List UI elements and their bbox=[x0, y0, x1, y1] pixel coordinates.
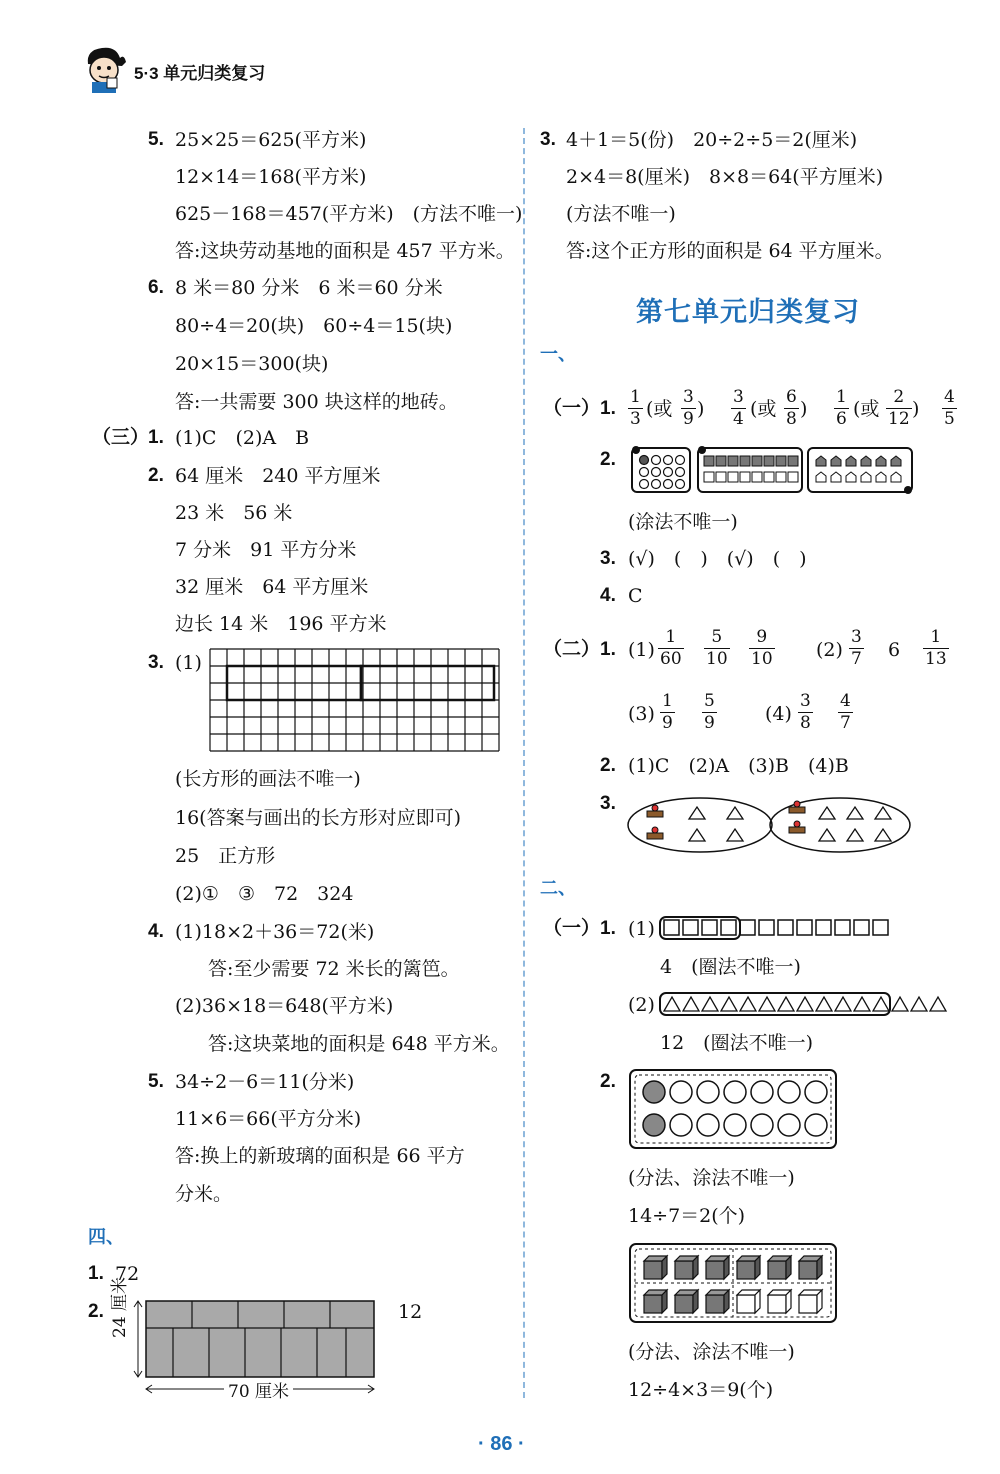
fraction: 4 5 bbox=[944, 387, 955, 429]
left-q6-line2: 80÷4＝20(块) 60÷4＝15(块) bbox=[175, 315, 453, 337]
s3-q5-line2: 11×6＝66(平方分米) bbox=[175, 1108, 362, 1130]
s3-q1-number: 1. bbox=[148, 427, 164, 448]
part2-q1-number: 1. bbox=[600, 918, 616, 939]
part2-label: 二、 bbox=[540, 878, 576, 898]
s3-q4-line1: (1)18×2＋36＝72(米) bbox=[175, 921, 375, 943]
cubes-tray-drawing bbox=[628, 1242, 838, 1324]
s4-q2-number: 2. bbox=[88, 1301, 104, 1322]
fraction: 3 4 bbox=[733, 387, 744, 429]
part2-note-1: (分法、涂法不唯一) bbox=[628, 1167, 795, 1189]
part-label-2: (2) bbox=[816, 639, 843, 661]
part1-g2-q2-answer: (1)C (2)A (3)B (4)B bbox=[628, 755, 849, 777]
s3-q2-line4: 32 厘米 64 平方厘米 bbox=[175, 576, 369, 598]
page-number: · 86 · bbox=[478, 1433, 525, 1455]
s4-q1-number: 1. bbox=[88, 1263, 104, 1284]
mascot-icon bbox=[80, 44, 130, 94]
squares-row-drawing bbox=[658, 915, 898, 941]
fraction: 1 9 bbox=[662, 691, 673, 733]
part-label-1: (1) bbox=[628, 639, 655, 661]
shaded-boxes-drawing bbox=[628, 442, 918, 498]
s3-q5-number: 5. bbox=[148, 1071, 164, 1092]
s3-q2-line1: 64 厘米 240 平方厘米 bbox=[175, 465, 381, 487]
part2-q2-number: 2. bbox=[600, 1071, 616, 1092]
part1-q3-number: 3. bbox=[600, 548, 616, 569]
part2-answer-2: 12 (圈法不唯一) bbox=[660, 1032, 814, 1054]
section-4-label: 四、 bbox=[88, 1227, 124, 1247]
part1-q4-number: 4. bbox=[600, 585, 616, 606]
part1-q2-note: (涂法不唯一) bbox=[628, 511, 738, 533]
part1-group1-label: （一） bbox=[543, 398, 601, 419]
or-label: (或 bbox=[646, 398, 673, 420]
left-q6-line1: 8 米＝80 分米 6 米＝60 分米 bbox=[175, 277, 443, 299]
part2-equation-1: 14÷7＝2(个) bbox=[628, 1205, 746, 1227]
s3-q1-answer: (1)C (2)A B bbox=[175, 427, 310, 449]
right-q3-number: 3. bbox=[540, 129, 556, 150]
fraction: 5 10 bbox=[706, 627, 728, 669]
paren-close: ) bbox=[800, 398, 808, 420]
fraction: 5 9 bbox=[704, 691, 715, 733]
s3-q3-note1: (长方形的画法不唯一) bbox=[175, 768, 361, 790]
right-q3-line3: (方法不唯一) bbox=[566, 203, 676, 225]
part2-part-label-2: (2) bbox=[628, 994, 655, 1016]
left-q5-line1: 25×25＝625(平方米) bbox=[175, 129, 367, 151]
left-q5-number: 5. bbox=[148, 129, 164, 150]
fraction: 3 7 bbox=[851, 627, 862, 669]
s4-q2-answer: 12 bbox=[398, 1301, 423, 1323]
part1-g2-q3-number: 3. bbox=[600, 793, 616, 814]
left-q5-line3: 625－168＝457(平方米) (方法不唯一) bbox=[175, 203, 523, 225]
part2-answer-1: 4 (圈法不唯一) bbox=[660, 956, 801, 978]
s3-q3-part2: (2)① ③ 72 324 bbox=[175, 883, 354, 905]
paren-close: ) bbox=[912, 398, 920, 420]
triangles-row-drawing bbox=[658, 991, 953, 1017]
part1-g2-q2-number: 2. bbox=[600, 755, 616, 776]
left-q6-line3: 20×15＝300(块) bbox=[175, 353, 329, 375]
s3-q2-line2: 23 米 56 米 bbox=[175, 502, 293, 524]
or-label: (或 bbox=[853, 398, 880, 420]
fraction: 3 9 bbox=[683, 387, 694, 429]
part1-g2-q1-number: 1. bbox=[600, 639, 616, 660]
part2-equation-2: 12÷4×3＝9(个) bbox=[628, 1379, 774, 1401]
s3-q2-line3: 7 分米 91 平方分米 bbox=[175, 539, 357, 561]
s3-q5-line4: 分米。 bbox=[175, 1183, 233, 1205]
s3-q3-note2: 16(答案与画出的长方形对应即可) bbox=[175, 807, 462, 829]
part1-group2-label: （二） bbox=[543, 639, 601, 660]
fraction: 9 10 bbox=[751, 627, 773, 669]
s3-q2-number: 2. bbox=[148, 465, 164, 486]
fraction: 3 8 bbox=[800, 691, 811, 733]
s3-q3-part1: (1) bbox=[175, 652, 202, 674]
part-label-3: (3) bbox=[628, 703, 655, 725]
s3-q4-line4: 答:这块菜地的面积是 648 平方米。 bbox=[208, 1033, 510, 1055]
s3-q4-number: 4. bbox=[148, 921, 164, 942]
fraction: 1 13 bbox=[925, 627, 947, 669]
s4-height-label: 24 厘米 bbox=[110, 1276, 130, 1338]
part1-q4-answer: C bbox=[628, 585, 643, 607]
left-q5-answer: 答:这块劳动基地的面积是 457 平方米。 bbox=[175, 240, 515, 262]
part1-q3-answer: (√) ( ) (√) ( ) bbox=[628, 548, 807, 570]
fraction: 1 6 bbox=[836, 387, 847, 429]
left-q6-number: 6. bbox=[148, 277, 164, 298]
fraction: 2 12 bbox=[888, 387, 910, 429]
fraction: 1 60 bbox=[660, 627, 682, 669]
fraction: 1 3 bbox=[630, 387, 641, 429]
paren-close: ) bbox=[697, 398, 705, 420]
column-divider bbox=[523, 128, 525, 1398]
part1-label: 一、 bbox=[540, 344, 576, 364]
right-q3-line1: 4＋1＝5(份) 20÷2÷5＝2(厘米) bbox=[566, 129, 858, 151]
part2-note-2: (分法、涂法不唯一) bbox=[628, 1341, 795, 1363]
s4-width-label: 70 厘米 bbox=[224, 1380, 293, 1404]
unit7-title: 第七单元归类复习 bbox=[636, 297, 860, 327]
circles-tray-drawing bbox=[628, 1068, 838, 1150]
header-title: 5·3 单元归类复习 bbox=[134, 64, 266, 83]
s3-q4-line2: 答:至少需要 72 米长的篱笆。 bbox=[208, 958, 460, 980]
s3-q5-line1: 34÷2－6＝11(分米) bbox=[175, 1071, 355, 1093]
s3-q4-line3: (2)36×18＝648(平方米) bbox=[175, 995, 394, 1017]
part2-group1-label: （一） bbox=[543, 918, 601, 939]
grid-drawing bbox=[210, 649, 510, 751]
or-label: (或 bbox=[750, 398, 777, 420]
part1-q2-number: 2. bbox=[600, 449, 616, 470]
part-label-4: (4) bbox=[765, 703, 792, 725]
s4-q1-answer: 72 bbox=[115, 1263, 140, 1285]
section-3-label: （三） bbox=[92, 427, 150, 448]
right-q3-answer: 答:这个正方形的面积是 64 平方厘米。 bbox=[566, 240, 894, 262]
fraction: 6 8 bbox=[786, 387, 797, 429]
s3-q3-note3: 25 正方形 bbox=[175, 845, 276, 867]
cake-triangle-groups-drawing bbox=[625, 795, 915, 855]
left-q5-line2: 12×14＝168(平方米) bbox=[175, 166, 367, 188]
s3-q5-line3: 答:换上的新玻璃的面积是 66 平方 bbox=[175, 1145, 465, 1167]
s3-q2-line5: 边长 14 米 196 平方米 bbox=[175, 613, 387, 635]
part2-part-label-1: (1) bbox=[628, 918, 655, 940]
fraction: 4 7 bbox=[840, 691, 851, 733]
answer-six: 6 bbox=[888, 639, 901, 661]
left-q6-answer: 答:一共需要 300 块这样的地砖。 bbox=[175, 391, 458, 413]
right-q3-line2: 2×4＝8(厘米) 8×8＝64(平方厘米) bbox=[566, 166, 884, 188]
part1-q1-number: 1. bbox=[600, 398, 616, 419]
s3-q3-number: 3. bbox=[148, 652, 164, 673]
